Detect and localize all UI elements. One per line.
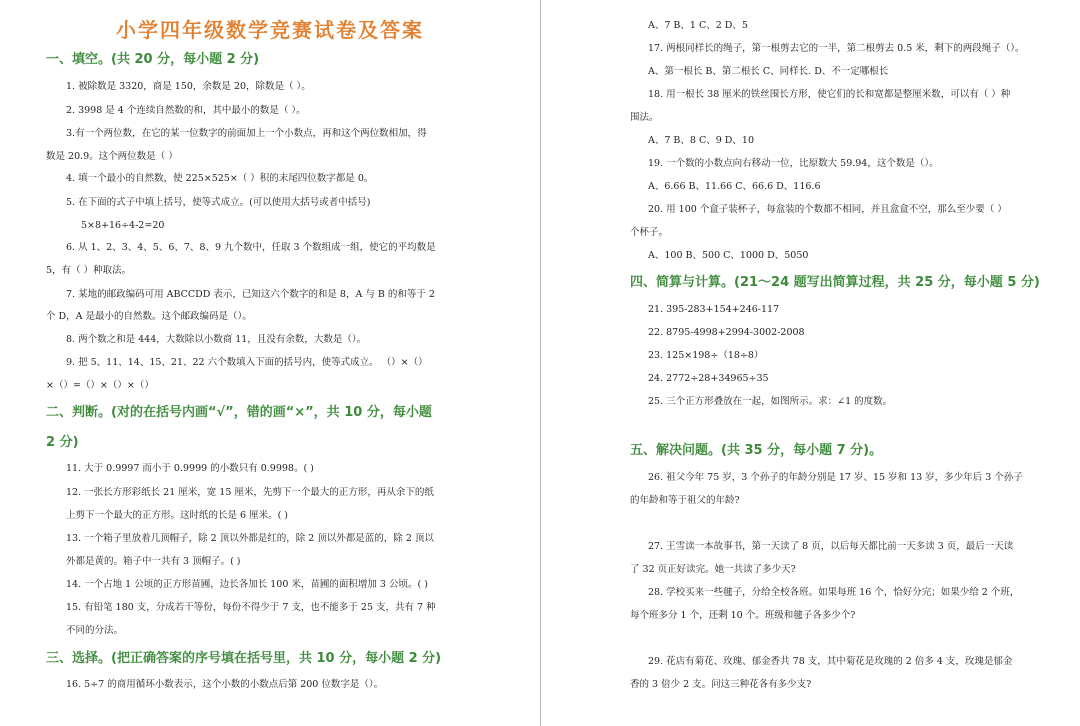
section-heading-true-false: 二、判断。(对的在括号内画“√”，错的画“×”，共 10 分，每小题	[46, 405, 432, 420]
question-22: 22. 8795-4998+2994-3002-2008	[648, 327, 805, 338]
question-20-options: A、100 B、500 C、1000 D、5050	[648, 250, 809, 261]
question-25: 25. 三个正方形叠放在一起，如图所示。求：∠1 的度数。	[648, 396, 893, 407]
question-3-line2: 数是 20.9。这个两位数是（ ）	[46, 151, 178, 162]
question-18-options: A、7 B、8 C、9 D、10	[648, 135, 755, 146]
question-12-line1: 12. 一张长方形彩纸长 21 厘米，宽 15 厘米，先剪下一个最大的正方形，再从余下的纸	[66, 487, 434, 498]
question-7-line2: 个 D，A 是最小的自然数。这个邮政编码是（）。	[46, 311, 252, 322]
question-28-line1: 28. 学校买来一些毽子，分给全校各班。如果每班 16 个，恰好分完；如果少给 2 个班，	[648, 587, 1020, 598]
question-6-line1: 6. 从 1、2、3、4、5、6、7、8、9 九个数中，任取 3 个数组成一组，使它的平均数是	[66, 242, 436, 253]
question-19: 19. 一个数的小数点向右移动一位，比原数大 59.94，这个数是（）。	[648, 158, 939, 169]
question-26-line2: 的年龄和等于祖父的年龄?	[630, 495, 740, 506]
question-19-options: A、6.66 B、11.66 C、66.6 D、116.6	[648, 181, 821, 192]
question-4: 4. 填一个最小的自然数，使 225×525×（ ）积的末尾四位数字都是 0。	[66, 173, 374, 184]
question-16-options: A、7 B、1 C、2 D、5	[648, 20, 748, 31]
question-27-line1: 27. 王雪读一本故事书，第一天读了 8 页，以后每天都比前一天多读 3 页，最后一天读	[648, 541, 1014, 552]
question-5-expression: 5×8+16÷4-2=20	[81, 220, 165, 231]
question-15-line1: 15. 有铅笔 180 支，分成若干等份，每份不得少于 7 支，也不能多于 25 支，共有 7 种	[66, 602, 436, 613]
question-12-line2: 上剪下一个最大的正方形。这时纸的长是 6 厘米。( )	[66, 510, 289, 521]
question-7-line1: 7. 某地的邮政编码可用 ABCCDD 表示，已知这六个数字的和是 8，A 与 B 的和等于 2	[66, 289, 435, 300]
question-18-line2: 围法。	[630, 112, 659, 123]
question-29-line2: 香的 3 倍少 2 支。问这三种花各有多少支?	[630, 679, 812, 690]
question-14: 14. 一个占地 1 公顷的正方形苗圃，边长各加长 100 米，苗圃的面积增加 3 公顷。( )	[66, 579, 428, 590]
section-heading-true-false-cont: 2 分)	[46, 435, 79, 450]
question-13-line1: 13. 一个箱子里放着几顶帽子，除 2 顶以外都是红的，除 2 顶以外都是蓝的，除 2 顶以	[66, 533, 434, 544]
section-heading-fill-in: 一、填空。(共 20 分，每小题 2 分)	[46, 52, 260, 67]
page-right	[541, 0, 1080, 726]
section-heading-multiple-choice: 三、选择。(把正确答案的序号填在括号里，共 10 分，每小题 2 分)	[46, 651, 442, 666]
question-5-line1: 5. 在下面的式子中填上括号，使等式成立。(可以使用大括号或者中括号)	[66, 197, 371, 208]
question-28-line2: 每个班多分 1 个，还剩 10 个。班级和毽子各多少个?	[630, 610, 856, 621]
question-8: 8. 两个数之和是 444，大数除以小数商 11，且没有余数，大数是（）。	[66, 334, 367, 345]
question-9-line2: ×（）=（）×（）×（）	[46, 380, 154, 391]
section-heading-calculation: 四、简算与计算。(21～24 题写出简算过程，共 25 分，每小题 5 分)	[630, 275, 1040, 290]
question-23: 23. 125×198÷（18÷8）	[648, 350, 764, 361]
question-17: 17. 两根同样长的绳子，第一根剪去它的一半，第二根剪去 0.5 米，剩下的两段绳子（）。	[648, 43, 1025, 54]
question-9-line1: 9. 把 5、11、14、15、21、22 六个数填入下面的括号内，使等式成立。 （）×（）	[66, 357, 428, 368]
document-title: 小学四年级数学竞赛试卷及答案	[116, 18, 424, 42]
question-15-line2: 不同的分法。	[66, 625, 124, 636]
question-3-line1: 3.有一个两位数，在它的某一位数字的前面加上一个小数点，再和这个两位数相加，得	[66, 128, 427, 139]
question-11: 11. 大于 0.9997 而小于 0.9999 的小数只有 0.9998。( )	[66, 463, 314, 474]
question-29-line1: 29. 花店有菊花、玫瑰、郁金香共 78 支，其中菊花是玫瑰的 2 倍多 4 支，玫瑰是郁金	[648, 656, 1013, 667]
question-20-line2: 个杯子。	[630, 227, 669, 238]
question-13-line2: 外都是黄的。箱子中一共有 3 顶帽子。( )	[66, 556, 241, 567]
question-16: 16. 5÷7 的商用循环小数表示，这个小数的小数点后第 200 位数字是（）。	[66, 679, 384, 690]
section-heading-problem-solving: 五、解决问题。(共 35 分，每小题 7 分)。	[630, 443, 883, 458]
question-27-line2: 了 32 页正好读完。她一共读了多少天?	[630, 564, 796, 575]
question-26-line1: 26. 祖父今年 75 岁，3 个孙子的年龄分别是 17 岁、15 岁和 13 岁，多少年后 3 个孙子	[648, 472, 1023, 483]
question-17-options: A、第一根长 B、第二根长 C、同样长. D、不一定哪根长	[648, 66, 889, 77]
question-2: 2. 3998 是 4 个连续自然数的和，其中最小的数是（ ）。	[66, 105, 306, 116]
question-24: 24. 2772÷28+34965÷35	[648, 373, 769, 384]
question-1: 1. 被除数是 3320，商是 150，余数是 20，除数是（ ）。	[66, 81, 311, 92]
question-20-line1: 20. 用 100 个盒子装杯子，每盒装的个数都不相同，并且盒盒不空，那么至少要（ ）	[648, 204, 1007, 215]
question-21: 21. 395-283+154+246-117	[648, 304, 780, 315]
question-18-line1: 18. 用一根长 38 厘米的铁丝围长方形，使它们的长和宽都是整厘米数，可以有（ ）种	[648, 89, 1011, 100]
question-6-line2: 5，有（ ）种取法。	[46, 265, 132, 276]
